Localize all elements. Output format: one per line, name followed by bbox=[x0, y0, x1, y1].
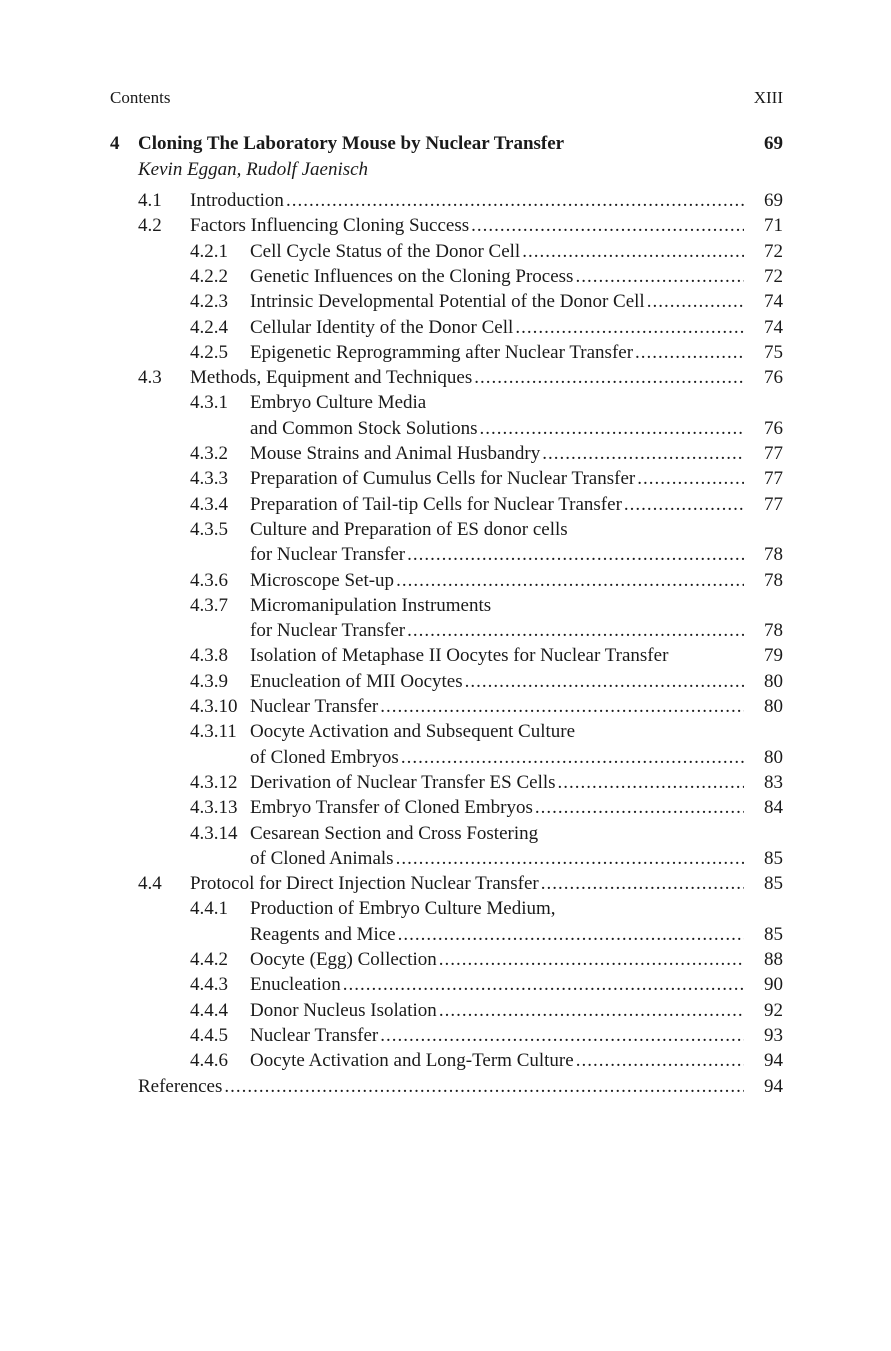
toc-entry-link[interactable] bbox=[250, 746, 744, 770]
toc-entry-title: Genetic Influences on the Cloning Process bbox=[250, 265, 574, 287]
toc-entry-number: 4.3.5 bbox=[190, 518, 228, 540]
toc-entry-link[interactable] bbox=[250, 594, 744, 618]
toc-entry-link[interactable] bbox=[250, 973, 744, 997]
toc-line bbox=[0, 569, 891, 593]
toc-entry-page: 74 bbox=[764, 291, 783, 313]
toc-entry-title: Oocyte Activation and Subsequent Culture bbox=[250, 721, 576, 743]
dot-leader bbox=[439, 999, 744, 1023]
dot-leader bbox=[542, 442, 744, 466]
toc-entry-title: Introduction bbox=[190, 190, 284, 211]
toc-entry-title: Nuclear Transfer bbox=[250, 696, 379, 717]
toc-entry-title: Reagents and Mice bbox=[250, 923, 396, 945]
toc-entry-page: 85 bbox=[764, 923, 783, 945]
toc-entry-title: Microscope Set-up bbox=[250, 569, 395, 591]
toc-entry-page: 78 bbox=[764, 544, 783, 566]
toc-line bbox=[0, 214, 891, 238]
toc-entry-number: 4.2 bbox=[138, 215, 162, 237]
dot-leader bbox=[396, 569, 744, 593]
toc-entry-link[interactable] bbox=[250, 897, 744, 921]
toc-entry-title: Mouse Strains and Animal Husbandry bbox=[250, 443, 541, 464]
toc-line bbox=[0, 796, 891, 820]
toc-entry-number: 4.2.3 bbox=[190, 291, 228, 313]
chapter-authors: Kevin Eggan, Rudolf Jaenisch bbox=[138, 159, 369, 180]
dot-leader bbox=[398, 923, 744, 947]
toc-line bbox=[0, 290, 891, 314]
toc-line bbox=[0, 695, 891, 719]
toc-entry-link[interactable] bbox=[250, 316, 744, 340]
toc-entry-link[interactable] bbox=[250, 999, 744, 1023]
toc-line bbox=[0, 543, 891, 567]
toc-entry-number: 4.3.9 bbox=[190, 670, 228, 692]
dot-leader bbox=[535, 796, 744, 820]
dot-leader bbox=[396, 847, 744, 871]
dot-leader bbox=[647, 290, 744, 314]
toc-entry-title: of Cloned Animals bbox=[250, 847, 394, 869]
toc-line bbox=[0, 493, 891, 517]
toc-entry-number: 4.2.2 bbox=[190, 265, 228, 287]
toc-entry-title: Preparation of Tail-tip Cells for Nuclear Transfer bbox=[250, 493, 622, 515]
toc-entry-page: 90 bbox=[764, 974, 783, 996]
toc-entry-page: 77 bbox=[764, 468, 783, 490]
toc-line bbox=[0, 619, 891, 643]
toc-line bbox=[0, 872, 891, 896]
toc-entry-link[interactable] bbox=[250, 265, 744, 289]
toc-entry-title: Cell Cycle Status of the Donor Cell bbox=[250, 240, 521, 262]
toc-entry-page: 72 bbox=[764, 265, 783, 287]
toc-entry-page: 94 bbox=[764, 1075, 783, 1097]
toc-line bbox=[0, 670, 891, 694]
toc-entry-number: 4.2.1 bbox=[190, 240, 228, 262]
toc-entry-title: Micromanipulation Instruments bbox=[250, 594, 492, 616]
dot-leader bbox=[407, 619, 744, 643]
toc-entry-number: 4.1 bbox=[138, 190, 162, 211]
toc-line bbox=[0, 822, 891, 846]
toc-entry-number: 4.3.2 bbox=[190, 443, 228, 464]
toc-entry-link[interactable] bbox=[250, 341, 744, 365]
toc-line bbox=[0, 467, 891, 491]
dot-leader bbox=[471, 214, 744, 238]
toc-entry-link[interactable] bbox=[250, 543, 744, 567]
toc-entry-number: 4.4.2 bbox=[190, 949, 228, 970]
toc-line bbox=[0, 1075, 891, 1099]
toc-line bbox=[0, 897, 891, 921]
toc-entry-page: 72 bbox=[764, 240, 783, 262]
toc-entry-title: Epigenetic Reprogramming after Nuclear Transfer bbox=[250, 341, 634, 363]
toc-entry-title: Cesarean Section and Cross Fostering bbox=[250, 822, 539, 844]
toc-entry-page: 84 bbox=[764, 797, 783, 819]
toc-entry-link[interactable] bbox=[250, 569, 744, 593]
toc-entry-number: 4.4 bbox=[138, 873, 162, 895]
toc-entry-title: Embryo Transfer of Cloned Embryos bbox=[250, 797, 533, 819]
dot-leader bbox=[286, 189, 744, 213]
toc-line bbox=[0, 341, 891, 365]
toc-entry-number: 4.3.8 bbox=[190, 645, 228, 667]
toc-line bbox=[0, 316, 891, 340]
toc-entry-number: 4.3.3 bbox=[190, 468, 228, 490]
toc-entry-title: Isolation of Metaphase II Oocytes for Nuclear Transfer bbox=[250, 645, 669, 667]
toc-entry-number: 4.3.1 bbox=[190, 392, 228, 414]
toc-line bbox=[0, 442, 891, 466]
toc-entry-link[interactable] bbox=[250, 695, 744, 719]
toc-entry-title: Intrinsic Developmental Potential of the Donor Cell bbox=[250, 291, 645, 313]
toc-entry-number: 4.3.7 bbox=[190, 594, 228, 616]
toc-line bbox=[0, 948, 891, 972]
toc-entry-title: for Nuclear Transfer bbox=[250, 620, 406, 642]
toc-entry-link[interactable] bbox=[250, 670, 744, 694]
toc-line bbox=[0, 847, 891, 871]
toc-entry-link[interactable] bbox=[250, 948, 744, 972]
toc-entry-link[interactable] bbox=[138, 1075, 744, 1099]
toc-line bbox=[0, 1049, 891, 1073]
toc-entry-title: Derivation of Nuclear Transfer ES Cells bbox=[250, 771, 556, 793]
toc-entry-page: 93 bbox=[764, 1024, 783, 1046]
toc-entry-title: Protocol for Direct Injection Nuclear Transfer bbox=[190, 873, 539, 895]
toc-entry-link[interactable] bbox=[250, 771, 744, 795]
toc-entry-link[interactable] bbox=[250, 290, 744, 314]
toc-entry-page: 80 bbox=[764, 746, 783, 768]
toc-line bbox=[0, 973, 891, 997]
dot-leader bbox=[343, 973, 744, 997]
toc-entry-title: Embryo Culture Media bbox=[250, 392, 427, 414]
toc-entry-title: and Common Stock Solutions bbox=[250, 417, 478, 439]
toc-entry-page: 76 bbox=[764, 367, 783, 389]
dot-leader bbox=[224, 1075, 744, 1099]
dot-leader bbox=[541, 872, 744, 896]
toc-entry-number: 4.3.10 bbox=[190, 696, 238, 717]
toc-line bbox=[0, 265, 891, 289]
toc-entry-link[interactable] bbox=[250, 923, 744, 947]
toc-entry-number: 4.4.3 bbox=[190, 974, 228, 996]
toc-entry-page: 77 bbox=[764, 493, 783, 515]
toc-entry-link[interactable] bbox=[250, 720, 744, 744]
toc-entry-title: Donor Nucleus Isolation bbox=[250, 999, 437, 1021]
toc-entry-link[interactable] bbox=[190, 214, 744, 238]
toc-entry-link[interactable] bbox=[250, 518, 744, 542]
toc-entry-number: 4.3 bbox=[138, 367, 162, 389]
toc-entry-link[interactable] bbox=[190, 366, 744, 390]
toc-entry-link[interactable] bbox=[250, 417, 744, 441]
toc-entry-number: 4.3.12 bbox=[190, 771, 238, 793]
chapter-page: 69 bbox=[764, 133, 783, 154]
toc-entry-link[interactable] bbox=[250, 796, 744, 820]
toc-entry-page: 83 bbox=[764, 771, 783, 793]
toc-line bbox=[0, 518, 891, 542]
toc-entry-link[interactable] bbox=[250, 240, 744, 264]
toc-line bbox=[0, 240, 891, 264]
dot-leader bbox=[558, 771, 744, 795]
dot-leader bbox=[465, 670, 744, 694]
toc-entry-number: 4.3.14 bbox=[190, 822, 238, 844]
toc-entry-title: Nuclear Transfer bbox=[250, 1024, 379, 1046]
toc-entry-link[interactable] bbox=[190, 189, 744, 213]
dot-leader bbox=[439, 948, 744, 972]
toc-line bbox=[0, 1024, 891, 1048]
toc-entry-page: 88 bbox=[764, 949, 783, 970]
toc-entry-title: References bbox=[138, 1075, 223, 1097]
toc-entry-link[interactable] bbox=[250, 644, 744, 668]
toc-entry-title: Oocyte Activation and Long-Term Culture bbox=[250, 1050, 574, 1072]
toc-entry-link[interactable] bbox=[250, 442, 744, 466]
toc-line bbox=[0, 720, 891, 744]
toc-line bbox=[0, 189, 891, 213]
toc-entry-page: 79 bbox=[764, 645, 783, 667]
toc-line bbox=[0, 391, 891, 415]
chapter-number: 4 bbox=[110, 133, 120, 154]
toc-entry-page: 74 bbox=[764, 316, 783, 338]
toc-entry-page: 78 bbox=[764, 620, 783, 642]
toc-entry-title: Enucleation of MII Oocytes bbox=[250, 670, 463, 692]
dot-leader bbox=[575, 265, 744, 289]
toc-entry-number: 4.3.11 bbox=[190, 721, 237, 743]
toc-entry-page: 77 bbox=[764, 443, 783, 464]
toc-entry-page: 80 bbox=[764, 696, 783, 717]
toc-entry-link[interactable] bbox=[250, 1024, 744, 1048]
toc-line bbox=[0, 746, 891, 770]
dot-leader bbox=[380, 695, 744, 719]
toc-entry-link[interactable] bbox=[190, 872, 744, 896]
toc-entry-number: 4.2.5 bbox=[190, 341, 228, 363]
toc-entry-number: 4.3.4 bbox=[190, 493, 228, 515]
toc-entry-page: 76 bbox=[764, 417, 783, 439]
toc-entry-page: 78 bbox=[764, 569, 783, 591]
toc-entry-link[interactable] bbox=[250, 391, 744, 415]
toc-line bbox=[0, 417, 891, 441]
toc-entry-page: 75 bbox=[764, 341, 783, 363]
toc-entry-number: 4.3.13 bbox=[190, 797, 238, 819]
header-page-number: XIII bbox=[753, 88, 783, 107]
dot-leader bbox=[407, 543, 744, 567]
toc-entry-title: Cellular Identity of the Donor Cell bbox=[250, 316, 514, 338]
toc-entry-page: 85 bbox=[764, 873, 783, 895]
toc-entry-number: 4.4.5 bbox=[190, 1024, 228, 1046]
dot-leader bbox=[637, 467, 744, 491]
toc-line bbox=[0, 366, 891, 390]
toc-entry-title: Culture and Preparation of ES donor cells bbox=[250, 518, 568, 540]
toc-entry-link[interactable] bbox=[250, 1049, 744, 1073]
toc-entry-link[interactable] bbox=[250, 822, 744, 846]
chapter-title[interactable]: Cloning The Laboratory Mouse by Nuclear Transfer bbox=[138, 133, 565, 154]
toc-entry-title: Methods, Equipment and Techniques bbox=[190, 367, 473, 389]
toc-entry-page: 69 bbox=[764, 190, 783, 211]
toc-line bbox=[0, 594, 891, 618]
dot-leader bbox=[401, 746, 744, 770]
toc-entry-page: 85 bbox=[764, 847, 783, 869]
toc-entry-number: 4.3.6 bbox=[190, 569, 228, 591]
toc-entry-page: 92 bbox=[764, 999, 783, 1021]
toc-entry-title: of Cloned Embryos bbox=[250, 746, 399, 768]
toc-entry-link[interactable] bbox=[250, 467, 744, 491]
toc-line bbox=[0, 644, 891, 668]
toc-entry-title: Preparation of Cumulus Cells for Nuclear Transfer bbox=[250, 468, 636, 490]
dot-leader bbox=[522, 240, 744, 264]
toc-line bbox=[0, 771, 891, 795]
toc-entry-title: Production of Embryo Culture Medium, bbox=[250, 898, 556, 920]
toc-line bbox=[0, 999, 891, 1023]
toc-entry-page: 94 bbox=[764, 1050, 783, 1072]
toc-entry-number: 4.4.6 bbox=[190, 1050, 228, 1072]
dot-leader bbox=[480, 417, 745, 441]
dot-leader bbox=[635, 341, 744, 365]
toc-entry-title: for Nuclear Transfer bbox=[250, 544, 406, 566]
toc-entry-title: Enucleation bbox=[250, 974, 341, 996]
toc-line bbox=[0, 923, 891, 947]
toc-entry-title: Oocyte (Egg) Collection bbox=[250, 949, 437, 970]
toc-entry-number: 4.4.1 bbox=[190, 898, 228, 920]
dot-leader bbox=[624, 493, 744, 517]
toc-entry-link[interactable] bbox=[250, 847, 744, 871]
toc-entry-link[interactable] bbox=[250, 619, 744, 643]
toc-entry-number: 4.2.4 bbox=[190, 316, 228, 338]
toc-entry-number: 4.4.4 bbox=[190, 999, 228, 1021]
toc-entry-link[interactable] bbox=[250, 493, 744, 517]
dot-leader bbox=[474, 366, 744, 390]
dot-leader bbox=[515, 316, 744, 340]
dot-leader bbox=[576, 1049, 744, 1073]
toc-entry-page: 71 bbox=[764, 215, 783, 237]
header-section-title: Contents bbox=[110, 88, 171, 107]
toc-entry-page: 80 bbox=[764, 670, 783, 692]
dot-leader bbox=[380, 1024, 744, 1048]
toc-entry-title: Factors Influencing Cloning Success bbox=[190, 215, 470, 237]
